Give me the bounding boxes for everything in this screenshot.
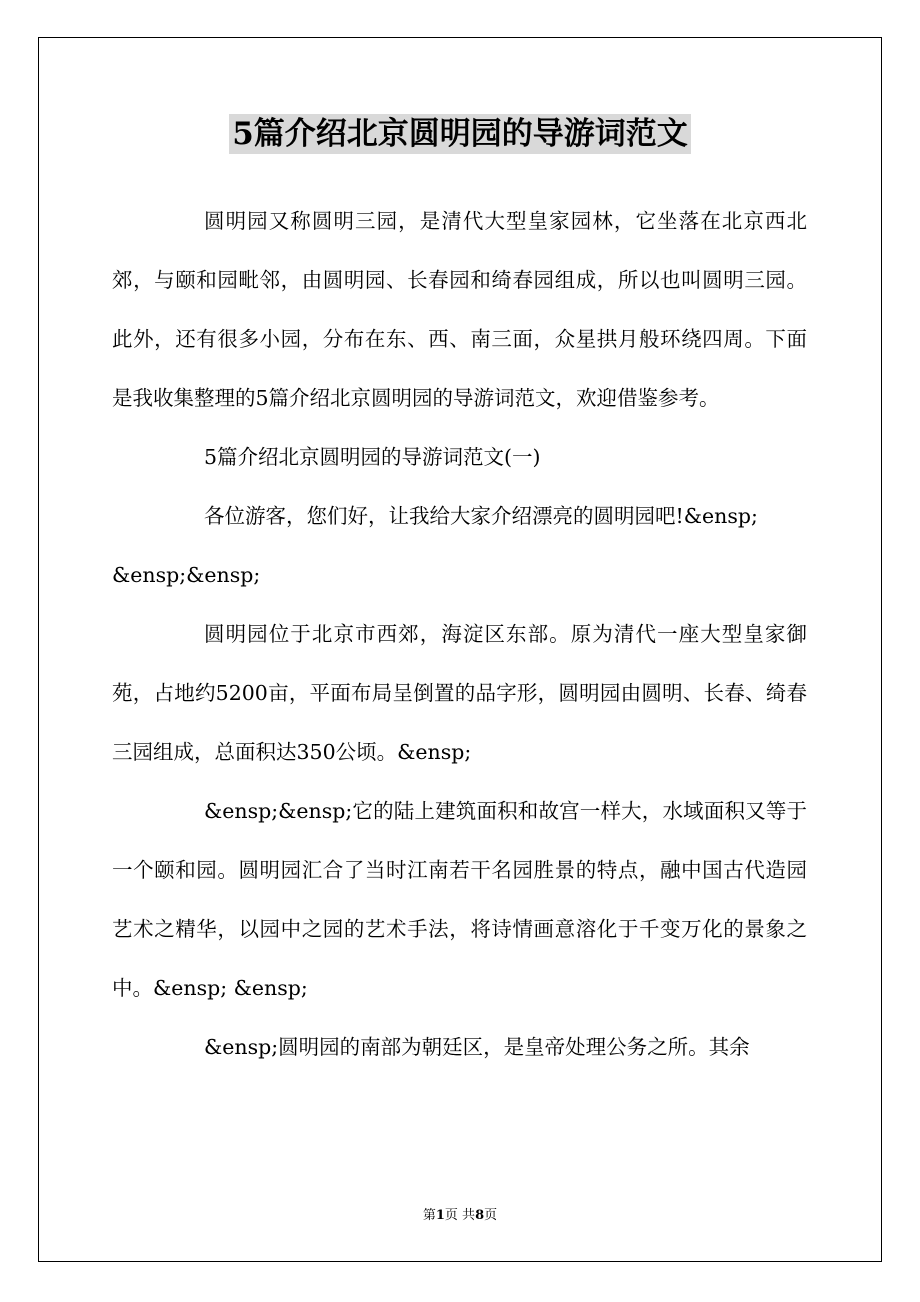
section-heading: 5篇介绍北京圆明园的导游词范文(一) xyxy=(204,445,541,469)
document-body xyxy=(112,192,807,1077)
document-title-text: 5篇介绍北京圆明园的导游词范文 xyxy=(229,114,691,154)
body-paragraph: &ensp;圆明园的南部为朝廷区，是皇帝处理公务之所。其余 xyxy=(204,1035,750,1059)
page-mid: 页 共 xyxy=(444,1208,476,1223)
body-paragraph: &ensp;&ensp;它的陆上建筑面积和故宫一样大，水域面积又等于一个颐和园。圆明园汇合了当时江南若干名园胜景的特点，融中国古代造园艺术之精华，以园中之园的艺术手法，将诗情画意溶化于千变万化的景象之中。&ensp; &ensp; xyxy=(112,799,807,1000)
body-paragraph: &ensp;&ensp; xyxy=(112,563,261,587)
page-suffix: 页 xyxy=(484,1208,498,1223)
page-total: 8 xyxy=(475,1208,485,1223)
page-current: 1 xyxy=(435,1208,445,1223)
body-paragraph: 圆明园位于北京市西郊，海淀区东部。原为清代一座大型皇家御苑，占地约5200亩，平面布局呈倒置的品字形，圆明园由圆明、长春、绮春三园组成，总面积达350公顷。&ensp; xyxy=(112,622,807,764)
page-prefix: 第 xyxy=(422,1208,436,1223)
body-paragraph: 各位游客，您们好，让我给大家介绍漂亮的圆明园吧!&ensp; xyxy=(204,504,758,528)
document-title xyxy=(0,110,920,158)
page-footer xyxy=(0,1206,920,1226)
intro-paragraph: 圆明园又称圆明三园，是清代大型皇家园林，它坐落在北京西北郊，与颐和园毗邻，由圆明园、长春园和绮春园组成，所以也叫圆明三园。此外，还有很多小园，分布在东、西、南三面，众星拱月般环绕四周。下面是我收集整理的5篇介绍北京圆明园的导游词范文，欢迎借鉴参考。 xyxy=(112,209,807,410)
